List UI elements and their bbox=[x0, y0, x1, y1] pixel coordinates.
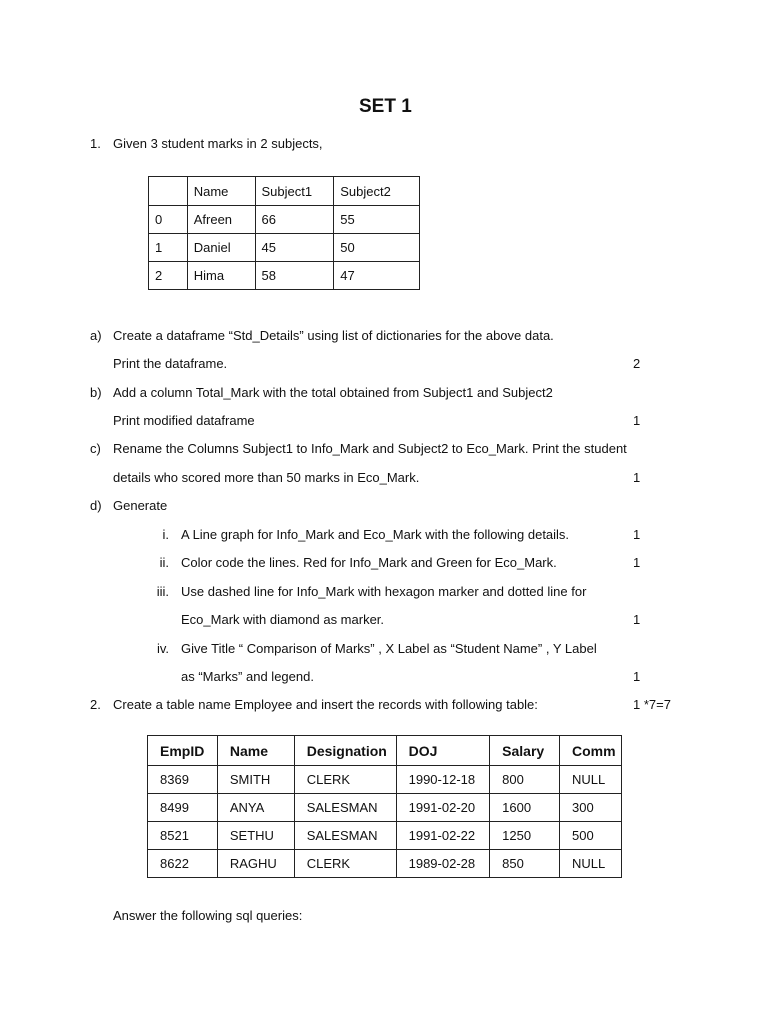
part-text: Create a dataframe “Std_Details” using list of dictionaries for the above data. bbox=[113, 328, 554, 343]
part-text: Generate bbox=[113, 498, 168, 513]
table-cell: 800 bbox=[490, 766, 560, 794]
table-header-row bbox=[149, 177, 420, 206]
part-text-continued: Print modified dataframe bbox=[113, 413, 255, 428]
table-cell: 1990-12-18 bbox=[396, 766, 490, 794]
table-cell: 1991-02-20 bbox=[396, 794, 490, 822]
part-label: a) bbox=[90, 328, 102, 343]
subpart-text-continued: Eco_Mark with diamond as marker. bbox=[181, 612, 385, 627]
part-text: Rename the Columns Subject1 to Info_Mark and Subject2 to Eco_Mark. Print the student bbox=[113, 441, 627, 456]
table-cell: Hima bbox=[187, 262, 255, 290]
employee-table bbox=[147, 735, 622, 878]
mark-value: 1 bbox=[633, 413, 641, 428]
table-cell: 1600 bbox=[490, 794, 560, 822]
table-cell: 1 bbox=[149, 234, 188, 262]
question-text: Given 3 student marks in 2 subjects, bbox=[113, 136, 323, 151]
subpart-text: Give Title “ Comparison of Marks” , X Label as “Student Name” , Y Label bbox=[181, 641, 597, 656]
table-cell: 1989-02-28 bbox=[396, 850, 490, 878]
table-cell: 66 bbox=[255, 206, 334, 234]
table-cell: 0 bbox=[149, 206, 188, 234]
table-cell: SALESMAN bbox=[294, 822, 396, 850]
table-header-cell: Comm bbox=[560, 736, 622, 766]
table-cell: 1250 bbox=[490, 822, 560, 850]
table-row bbox=[149, 206, 420, 234]
table-header-cell: DOJ bbox=[396, 736, 490, 766]
table-cell: 58 bbox=[255, 262, 334, 290]
part-label: c) bbox=[90, 441, 101, 456]
mark-value: 1 bbox=[633, 470, 641, 485]
mark-value: 2 bbox=[633, 356, 641, 371]
table-cell: 1991-02-22 bbox=[396, 822, 490, 850]
table-cell: NULL bbox=[560, 850, 622, 878]
subpart-text: A Line graph for Info_Mark and Eco_Mark with the following details. bbox=[181, 527, 570, 542]
subpart-text-continued: as “Marks” and legend. bbox=[181, 669, 314, 684]
question-text: Create a table name Employee and insert the records with following table: bbox=[113, 697, 538, 712]
table-row bbox=[149, 262, 420, 290]
table-cell: 55 bbox=[334, 206, 420, 234]
table-header-cell: Salary bbox=[490, 736, 560, 766]
table-cell: 47 bbox=[334, 262, 420, 290]
footer-instruction: Answer the following sql queries: bbox=[113, 908, 303, 923]
mark-value: 1 bbox=[633, 527, 641, 542]
table-header-row bbox=[148, 736, 622, 766]
table-cell: 50 bbox=[334, 234, 420, 262]
mark-value: 1 bbox=[633, 669, 641, 684]
table-cell: 8521 bbox=[148, 822, 218, 850]
table-header-cell: Subject2 bbox=[334, 177, 420, 206]
table-cell: SETHU bbox=[217, 822, 294, 850]
subpart-label: ii. bbox=[159, 555, 169, 570]
table-header-cell: Subject1 bbox=[255, 177, 334, 206]
table-cell: 45 bbox=[255, 234, 334, 262]
table-cell: CLERK bbox=[294, 766, 396, 794]
mark-value: 1 *7=7 bbox=[633, 697, 671, 712]
mark-value: 1 bbox=[633, 555, 641, 570]
table-cell: Daniel bbox=[187, 234, 255, 262]
question-number: 2. bbox=[90, 697, 101, 712]
table-cell: 500 bbox=[560, 822, 622, 850]
table-row bbox=[149, 234, 420, 262]
table-header-cell: EmpID bbox=[148, 736, 218, 766]
question-number: 1. bbox=[90, 136, 101, 151]
table-cell: NULL bbox=[560, 766, 622, 794]
subpart-text: Color code the lines. Red for Info_Mark and Green for Eco_Mark. bbox=[181, 555, 557, 570]
table-header-cell bbox=[149, 177, 188, 206]
table-header-cell: Name bbox=[217, 736, 294, 766]
table-cell: SMITH bbox=[217, 766, 294, 794]
mark-value: 1 bbox=[633, 612, 641, 627]
subpart-label: i. bbox=[162, 527, 169, 542]
part-label: d) bbox=[90, 498, 102, 513]
table-cell: Afreen bbox=[187, 206, 255, 234]
table-cell: CLERK bbox=[294, 850, 396, 878]
table-row bbox=[148, 822, 622, 850]
table-cell: 8622 bbox=[148, 850, 218, 878]
table-header-cell: Name bbox=[187, 177, 255, 206]
part-text: Add a column Total_Mark with the total obtained from Subject1 and Subject2 bbox=[113, 385, 553, 400]
table-cell: RAGHU bbox=[217, 850, 294, 878]
table-cell: SALESMAN bbox=[294, 794, 396, 822]
table-header-cell: Designation bbox=[294, 736, 396, 766]
table-cell: 2 bbox=[149, 262, 188, 290]
table-cell: 8369 bbox=[148, 766, 218, 794]
subpart-label: iii. bbox=[156, 584, 169, 599]
subpart-label: iv. bbox=[156, 641, 169, 656]
table-cell: 300 bbox=[560, 794, 622, 822]
subpart-text: Use dashed line for Info_Mark with hexagon marker and dotted line for bbox=[181, 584, 587, 599]
table-row bbox=[148, 850, 622, 878]
part-label: b) bbox=[90, 385, 102, 400]
part-text-continued: Print the dataframe. bbox=[113, 356, 228, 371]
table-cell: 850 bbox=[490, 850, 560, 878]
table-cell: ANYA bbox=[217, 794, 294, 822]
table-cell: 8499 bbox=[148, 794, 218, 822]
part-text-continued: details who scored more than 50 marks in Eco_Mark. bbox=[113, 470, 420, 485]
student-marks-table bbox=[148, 176, 420, 290]
table-row bbox=[148, 794, 622, 822]
page-title: SET 1 bbox=[359, 96, 412, 117]
table-row bbox=[148, 766, 622, 794]
